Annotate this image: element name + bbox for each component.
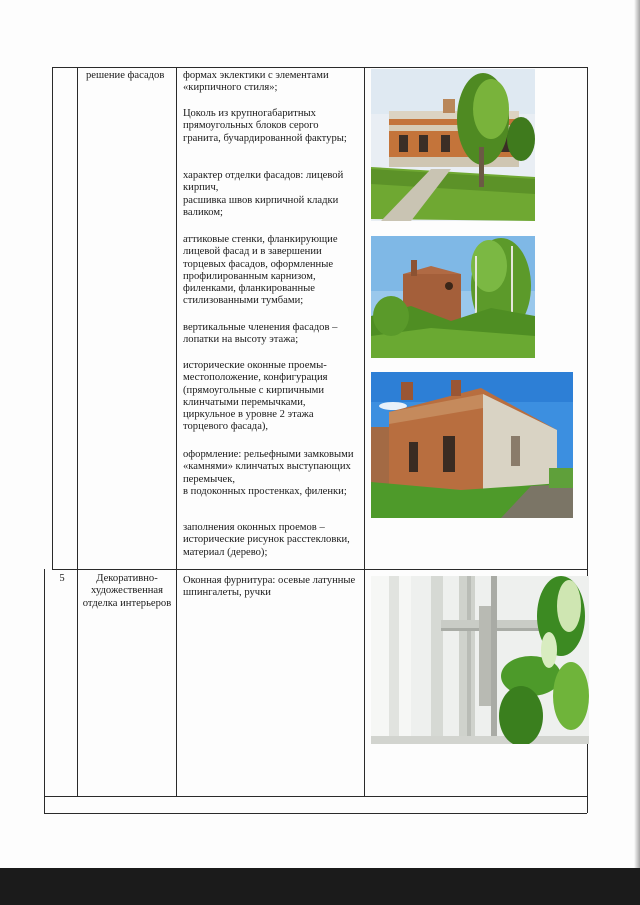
column-divider (77, 67, 78, 796)
description-paragraph: исторические оконные проемы- местоположение, конфигурация (прямоугольные с кирпичными клинчатыми перемычками, циркульное в уровне 2 этажа торцевого фасада), (183, 360, 328, 433)
column-divider (176, 67, 177, 796)
description-paragraph: формах эклектики с элементами «кирпичного стиля»; (183, 70, 329, 94)
cell-element-name: Декоративно-художественная отделка интерьеров (82, 573, 172, 609)
brick-building-photo (371, 372, 573, 518)
overgrown-ruin-photo (371, 236, 535, 358)
scan-edge-shadow (634, 0, 640, 868)
description-paragraph: характер отделки фасадов: лицевой кирпич, расшивка швов кирпичной кладки валиком; (183, 170, 344, 218)
window-hardware-photo (371, 576, 589, 744)
table-left-border (52, 67, 53, 569)
column-divider (364, 67, 365, 796)
scan-bottom-border (0, 868, 640, 905)
building-facade-photo (371, 69, 535, 221)
description-paragraph: Цоколь из крупногабаритных прямоугольных блоков серого гранита, бучардированной фактуры; (183, 108, 347, 144)
row-divider (44, 796, 587, 797)
description-paragraph: вертикальные членения фасадов – лопатки на высоту этажа; (183, 322, 338, 346)
description-paragraph: оформление: рельефными замковыми «камнями» клинчатых выступающих перемычек, в подоконных простенках, филенки; (183, 449, 354, 497)
row-number: 5 (59, 573, 65, 584)
cell-element-name: решение фасадов (86, 70, 165, 81)
description-paragraph: Оконная фурнитура: осевые латунные шпингалеты, ручки (183, 575, 356, 599)
table-top-border (52, 67, 587, 68)
table-left-border (44, 569, 45, 813)
table-bottom-border (44, 813, 587, 814)
description-paragraph: аттиковые стенки, фланкирующие лицевой фасад и в завершении торцевых фасадов, оформленные профилированным карнизом, филенками, фланкированные стилизованными тумбами; (183, 234, 338, 307)
row-divider (52, 569, 587, 570)
description-paragraph: заполнения оконных проемов – исторические рисунок расстекловки, материал (дерево); (183, 522, 350, 558)
